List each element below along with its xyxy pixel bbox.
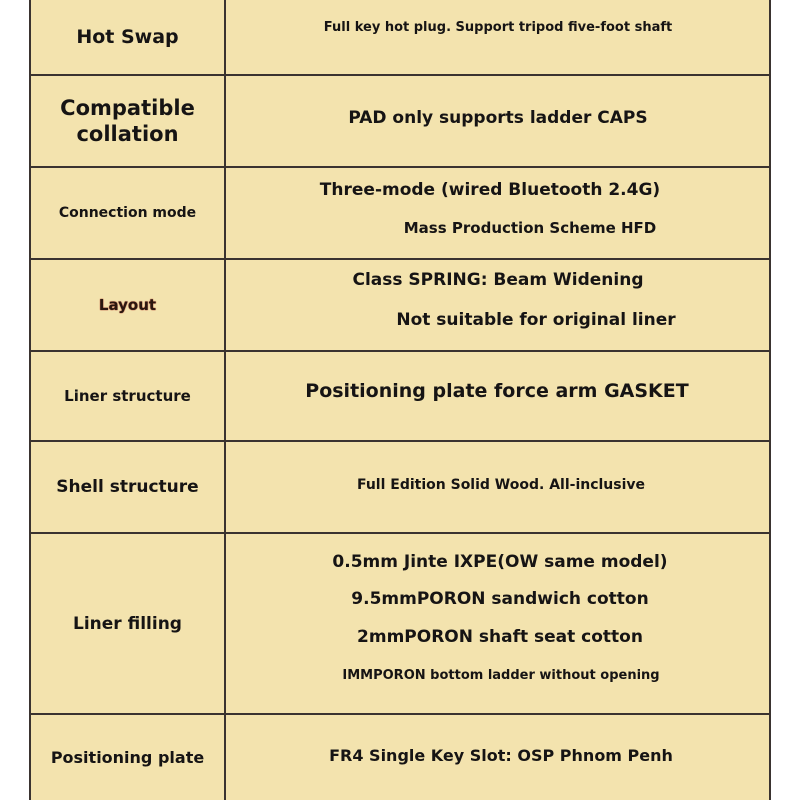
liner-structure-value: Positioning plate force arm GASKET (305, 380, 689, 402)
row-label (31, 442, 226, 532)
table-row (31, 534, 769, 715)
row-value (226, 442, 769, 532)
shell-structure-value: Full Edition Solid Wood. All-inclusive (356, 477, 646, 493)
liner-structure-label: Liner structure (64, 387, 191, 405)
row-label (31, 534, 226, 713)
hot-swap-value: Full key hot plug. Support tripod five-foot shaft (323, 20, 673, 35)
row-label (31, 260, 226, 350)
connection-mode-label: Connection mode (58, 205, 197, 221)
compatible-collation-value: PAD only supports ladder CAPS (348, 108, 648, 128)
spec-table (29, 0, 771, 800)
liner-filling-value-2: 9.5mmPORON sandwich cotton (351, 589, 649, 609)
table-row (31, 0, 769, 76)
table-row (31, 168, 769, 260)
shell-structure-label: Shell structure (56, 477, 199, 497)
table-row (31, 76, 769, 168)
row-value (226, 76, 769, 166)
positioning-plate-label: Positioning plate (50, 748, 205, 767)
row-label (31, 168, 226, 258)
liner-filling-value-1: 0.5mm Jinte IXPE(OW same model) (332, 552, 668, 572)
row-label (31, 715, 226, 800)
liner-filling-value-3: 2mmPORON shaft seat cotton (357, 627, 643, 647)
row-value (226, 168, 769, 258)
row-value (226, 715, 769, 800)
hot-swap-label: Hot Swap (76, 26, 179, 48)
row-value (226, 0, 769, 74)
row-label (31, 0, 226, 74)
liner-filling-value-4: IMMPORON bottom ladder without opening (342, 668, 660, 683)
table-row (31, 260, 769, 352)
compatible-collation-label: Compatible collation (60, 96, 195, 146)
row-label (31, 76, 226, 166)
positioning-plate-value: FR4 Single Key Slot: OSP Phnom Penh (329, 746, 673, 765)
row-value (226, 534, 769, 713)
table-row (31, 715, 769, 800)
row-value (226, 260, 769, 350)
layout-value-1: Class SPRING: Beam Widening (352, 270, 644, 290)
liner-filling-label: Liner filling (73, 613, 182, 634)
row-label (31, 352, 226, 440)
row-value (226, 352, 769, 440)
table-row (31, 442, 769, 534)
table-row (31, 352, 769, 442)
connection-mode-value-1: Three-mode (wired Bluetooth 2.4G) (319, 180, 661, 200)
layout-value-2: Not suitable for original liner (396, 310, 676, 330)
connection-mode-value-2: Mass Production Scheme HFD (403, 219, 657, 237)
layout-label: Layout (98, 296, 157, 314)
